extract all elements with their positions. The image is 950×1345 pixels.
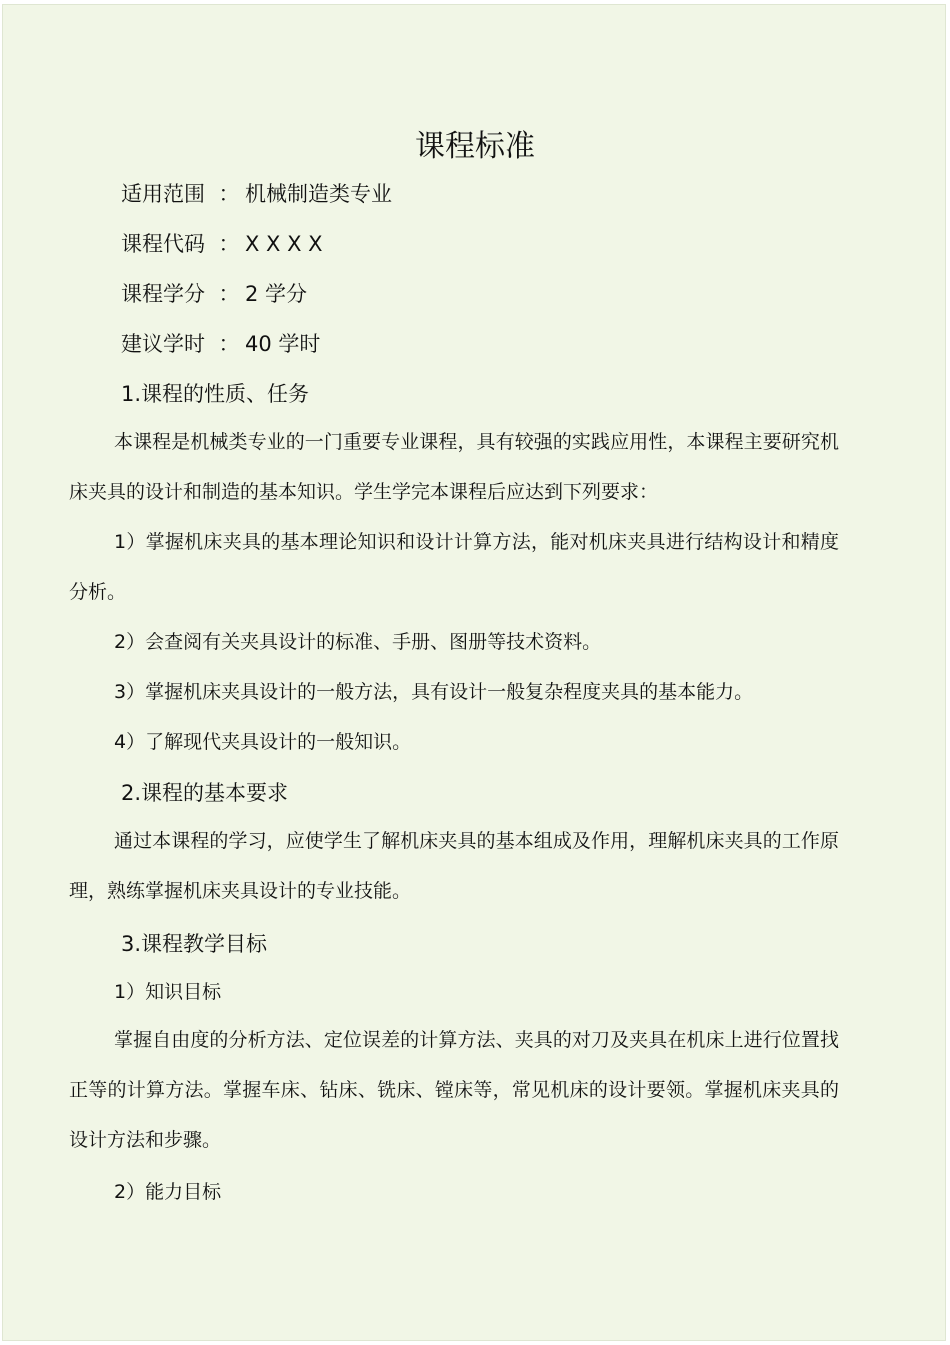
list-item-4: 4）了解现代夹具设计的一般知识。 [114, 731, 412, 753]
meta-row-hours [121, 329, 320, 359]
list-item-3: 3）掌握机床夹具设计的一般方法，具有设计一般复杂程度夹具的基本能力。 [114, 681, 754, 703]
meta-colon: ： [218, 332, 240, 356]
paragraph-knowledge: 掌握自由度的分析方法、定位误差的计算方法、夹具的对刀及夹具在机床上进行位置找正等的计算方法。掌握车床、钻床、铣床、镗床等，常见机床的设计要领。掌握机床夹具的设计方法和步骤。 [69, 1029, 839, 1151]
page-title: 课程标准 [415, 129, 535, 164]
meta-key: 课程学分 [121, 282, 205, 306]
meta-colon: ： [218, 182, 240, 206]
subheading-ability: 2）能力目标 [114, 1181, 222, 1203]
meta-colon: ： [218, 282, 240, 306]
list-item-1: 1）掌握机床夹具的基本理论知识和设计计算方法，能对机床夹具进行结构设计和精度分析。 [69, 531, 839, 603]
meta-key: 建议学时 [121, 332, 205, 356]
meta-value: 2 学分 [245, 282, 308, 306]
meta-row-scope [121, 179, 392, 209]
paragraph-requirements: 通过本课程的学习，应使学生了解机床夹具的基本组成及作用，理解机床夹具的工作原理，熟练掌握机床夹具设计的专业技能。 [69, 830, 839, 902]
section-heading-3: 3.课程教学目标 [121, 932, 268, 956]
paragraph-intro: 本课程是机械类专业的一门重要专业课程，具有较强的实践应用性，本课程主要研究机床夹具的设计和制造的基本知识。学生学完本课程后应达到下列要求： [69, 431, 839, 503]
subheading-knowledge: 1）知识目标 [114, 981, 222, 1003]
section-heading-2: 2.课程的基本要求 [121, 781, 289, 805]
section-heading-1: 1.课程的性质、任务 [121, 382, 310, 406]
meta-key: 适用范围 [121, 182, 205, 206]
meta-value: 机械制造类专业 [245, 182, 392, 206]
list-item-2: 2）会查阅有关夹具设计的标准、手册、图册等技术资料。 [114, 631, 602, 653]
meta-row-credits [121, 279, 307, 309]
meta-value: 40 学时 [245, 332, 321, 356]
meta-key: 课程代码 [121, 232, 205, 256]
document-page [2, 4, 946, 1341]
meta-colon: ： [218, 232, 240, 256]
meta-row-code [121, 229, 323, 259]
meta-value: X X X X [245, 232, 323, 256]
